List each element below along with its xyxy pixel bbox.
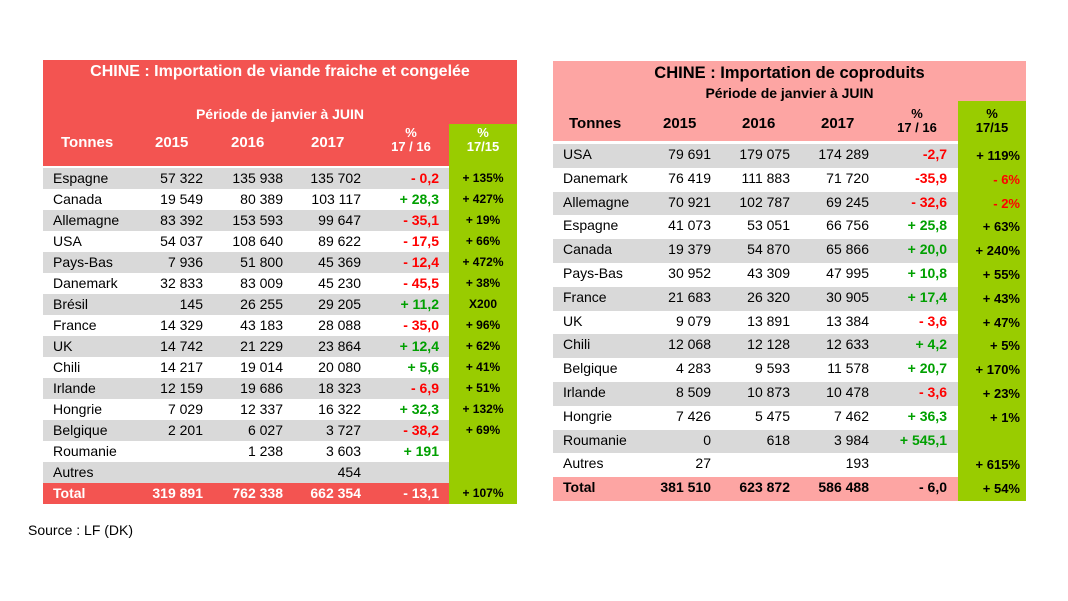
cell-country: Allemagne bbox=[563, 193, 630, 210]
cell-2015: 0 bbox=[703, 431, 711, 448]
cell-country: Autres bbox=[53, 464, 94, 480]
cell-2016: 111 883 bbox=[741, 169, 790, 186]
cell-2017: 135 702 bbox=[310, 170, 361, 186]
cell-2017: 3 603 bbox=[325, 443, 361, 459]
cell-2016: 623 872 bbox=[739, 479, 790, 496]
cell-pct-17-16: - 3,6 bbox=[918, 312, 947, 329]
cell-2017: 45 369 bbox=[318, 254, 361, 270]
cell-2015: 4 283 bbox=[675, 360, 711, 377]
table-body bbox=[43, 166, 517, 504]
cell-pct-17-16: + 32,3 bbox=[399, 401, 439, 417]
cell-pct-17-15: + 132% bbox=[462, 402, 504, 416]
col-pct-sub: 17/15 bbox=[466, 139, 500, 154]
cell-2015: 9 079 bbox=[675, 312, 711, 329]
cell-2017: 69 245 bbox=[826, 193, 869, 210]
cell-2015: 7 936 bbox=[167, 254, 203, 270]
cell-2016: 179 075 bbox=[739, 146, 790, 162]
cell-pct-17-15: + 62% bbox=[465, 339, 501, 353]
cell-2015: 19 549 bbox=[160, 191, 203, 207]
cell-2017: 18 323 bbox=[318, 380, 361, 396]
cell-2016: 21 229 bbox=[240, 338, 283, 354]
cell-2015: 145 bbox=[179, 296, 203, 312]
cell-2017: 193 bbox=[845, 455, 869, 472]
cell-2015: 76 419 bbox=[668, 169, 711, 186]
cell-2017: 20 080 bbox=[318, 359, 361, 375]
cell-country: Total bbox=[563, 479, 596, 496]
table-header bbox=[553, 61, 1026, 141]
cell-2016: 762 338 bbox=[232, 485, 283, 501]
table-row bbox=[553, 263, 958, 287]
cell-pct-17-16: + 28,3 bbox=[399, 191, 439, 207]
cell-2017: 45 230 bbox=[318, 275, 361, 291]
cell-country: France bbox=[53, 317, 97, 333]
table-row bbox=[43, 210, 449, 231]
table-row bbox=[43, 336, 449, 357]
cell-pct-17-15: + 43% bbox=[982, 290, 1020, 306]
table-row bbox=[553, 334, 958, 358]
cell-pct-17-15: + 47% bbox=[982, 314, 1020, 330]
total-row bbox=[43, 483, 449, 504]
cell-pct-17-16: + 12,4 bbox=[399, 338, 439, 354]
table-row bbox=[553, 168, 958, 192]
cell-2017: 28 088 bbox=[318, 317, 361, 333]
cell-country: Brésil bbox=[53, 296, 89, 312]
cell-country: Chili bbox=[563, 336, 591, 353]
cell-2015: 70 921 bbox=[668, 193, 711, 210]
cell-2017: 29 205 bbox=[318, 296, 361, 312]
table-row bbox=[43, 441, 449, 462]
cell-pct-17-16: - 45,5 bbox=[403, 275, 439, 291]
table-period: Période de janvier à JUIN bbox=[195, 106, 365, 122]
cell-pct-17-16: + 20,0 bbox=[907, 241, 947, 258]
table-row bbox=[553, 382, 958, 406]
cell-2016: 10 873 bbox=[747, 384, 790, 400]
cell-2016: 26 320 bbox=[747, 288, 790, 305]
cell-pct-17-15: + 472% bbox=[462, 255, 504, 269]
cell-country: Canada bbox=[563, 241, 613, 258]
cell-pct-17-16: + 10,8 bbox=[907, 265, 947, 281]
cell-2016: 43 309 bbox=[747, 265, 790, 281]
col-pct-label: % bbox=[911, 106, 923, 121]
col-pct-label: % bbox=[986, 106, 998, 121]
cell-2016: 9 593 bbox=[754, 360, 790, 377]
table-row bbox=[553, 453, 958, 477]
col-pct-17-15 bbox=[449, 126, 517, 154]
cell-2017: 662 354 bbox=[310, 485, 361, 501]
cell-country: Belgique bbox=[53, 422, 108, 438]
col-pct-17-15 bbox=[958, 107, 1026, 135]
cell-pct-17-16: - 12,4 bbox=[403, 254, 439, 270]
table-row bbox=[553, 430, 958, 454]
cell-country: Canada bbox=[53, 191, 103, 207]
cell-2016: 19 686 bbox=[240, 380, 283, 396]
table-row bbox=[43, 399, 449, 420]
cell-2015: 30 952 bbox=[668, 265, 711, 281]
cell-2015: 8 509 bbox=[675, 384, 711, 400]
cell-2016: 19 014 bbox=[240, 359, 283, 375]
col-2017: 2017 bbox=[311, 134, 345, 151]
cell-2015: 83 392 bbox=[160, 212, 203, 228]
table-row bbox=[553, 215, 958, 239]
cell-2017: 103 117 bbox=[311, 191, 361, 207]
cell-pct-17-16: + 36,3 bbox=[907, 407, 947, 424]
cell-country: Danemark bbox=[563, 169, 628, 186]
cell-2015: 7 426 bbox=[675, 407, 711, 424]
cell-2017: 3 984 bbox=[833, 431, 869, 448]
col-2016: 2016 bbox=[231, 134, 265, 151]
cell-2016: 12 337 bbox=[240, 401, 283, 417]
cell-pct-17-15: + 135% bbox=[462, 171, 504, 185]
cell-pct-17-16: + 11,2 bbox=[400, 296, 439, 312]
table-row bbox=[43, 294, 449, 315]
cell-country: Irlande bbox=[563, 384, 606, 400]
col-2016: 2016 bbox=[742, 115, 776, 132]
cell-2016: 43 183 bbox=[240, 317, 283, 333]
cell-pct-17-15: + 170% bbox=[975, 362, 1020, 378]
cell-2017: 71 720 bbox=[826, 169, 869, 186]
table-row bbox=[553, 192, 958, 216]
cell-2015: 381 510 bbox=[660, 479, 711, 496]
cell-pct-17-15: + 5% bbox=[990, 338, 1020, 354]
cell-pct-17-16: + 25,8 bbox=[907, 217, 947, 234]
cell-2015: 319 891 bbox=[152, 485, 203, 501]
col-pct-sub: 17/15 bbox=[975, 120, 1009, 135]
table-row bbox=[43, 357, 449, 378]
col-unit: Tonnes bbox=[569, 115, 622, 132]
cell-2017: 65 866 bbox=[826, 241, 869, 258]
cell-country: Roumanie bbox=[563, 431, 627, 448]
cell-2017: 66 756 bbox=[826, 217, 869, 234]
cell-2015: 21 683 bbox=[668, 288, 711, 305]
cell-2015: 27 bbox=[695, 455, 711, 472]
cell-country: Espagne bbox=[563, 217, 619, 234]
cell-2016: 83 009 bbox=[240, 275, 283, 291]
col-2015: 2015 bbox=[155, 134, 189, 151]
cell-2017: 47 995 bbox=[826, 265, 869, 281]
col-pct-sub: 17 / 16 bbox=[897, 120, 937, 135]
cell-country: Irlande bbox=[53, 380, 96, 396]
cell-pct-17-15: + 23% bbox=[982, 386, 1020, 401]
cell-country: Allemagne bbox=[53, 212, 120, 228]
cell-country: Autres bbox=[563, 455, 604, 472]
cell-2015: 14 329 bbox=[160, 317, 203, 333]
cell-2017: 586 488 bbox=[818, 479, 869, 496]
cell-2015: 14 217 bbox=[160, 359, 203, 375]
cell-2017: 12 633 bbox=[826, 336, 869, 353]
table-viande bbox=[43, 60, 517, 504]
cell-pct-17-16: - 6,0 bbox=[918, 479, 947, 496]
cell-2016: 618 bbox=[766, 431, 790, 448]
table-period: Période de janvier à JUIN bbox=[705, 85, 874, 101]
cell-2017: 23 864 bbox=[318, 338, 361, 354]
cell-pct-17-15: + 63% bbox=[982, 219, 1020, 235]
col-pct-label: % bbox=[477, 125, 489, 140]
cell-pct-17-16: - 35,0 bbox=[403, 317, 439, 333]
table-row bbox=[553, 239, 958, 263]
cell-2015: 14 742 bbox=[160, 338, 203, 354]
cell-pct-17-16: + 17,4 bbox=[907, 288, 947, 305]
cell-2016: 54 870 bbox=[747, 241, 790, 258]
cell-2016: 135 938 bbox=[232, 170, 283, 186]
cell-pct-17-15: + 66% bbox=[465, 234, 501, 248]
cell-pct-17-16: - 17,5 bbox=[403, 233, 439, 249]
cell-pct-17-16: + 191 bbox=[403, 443, 439, 459]
cell-pct-17-15: - 2% bbox=[993, 195, 1020, 211]
cell-2015: 2 201 bbox=[167, 422, 203, 438]
table-body bbox=[553, 141, 1026, 501]
cell-2017: 7 462 bbox=[833, 407, 869, 424]
cell-pct-17-16: - 35,1 bbox=[403, 212, 439, 228]
table-row bbox=[553, 144, 958, 168]
cell-2016: 12 128 bbox=[747, 336, 790, 353]
table-row bbox=[43, 420, 449, 441]
cell-pct-17-16: + 545,1 bbox=[899, 431, 947, 448]
cell-pct-17-15: + 38% bbox=[465, 276, 501, 290]
col-unit: Tonnes bbox=[61, 134, 114, 151]
table-row bbox=[553, 287, 958, 311]
cell-country: Pays-Bas bbox=[53, 254, 113, 270]
cell-pct-17-16: - 0,2 bbox=[410, 170, 439, 186]
cell-country: Roumanie bbox=[53, 443, 117, 459]
cell-pct-17-15: + 54% bbox=[982, 481, 1020, 497]
cell-2016: 80 389 bbox=[240, 191, 283, 207]
cell-2017: 454 bbox=[337, 464, 361, 480]
table-row bbox=[43, 378, 449, 399]
cell-2015: 7 029 bbox=[167, 401, 203, 417]
table-row bbox=[553, 311, 958, 335]
cell-country: Chili bbox=[53, 359, 81, 375]
cell-2015: 32 833 bbox=[160, 275, 203, 291]
cell-country: USA bbox=[53, 233, 82, 249]
cell-pct-17-16: + 20,7 bbox=[907, 360, 947, 377]
cell-2016: 102 787 bbox=[739, 193, 790, 210]
cell-2016: 108 640 bbox=[232, 233, 283, 249]
table-row bbox=[43, 231, 449, 252]
cell-2017: 99 647 bbox=[318, 212, 361, 228]
cell-2016: 1 238 bbox=[247, 443, 283, 459]
cell-pct-17-16: - 6,9 bbox=[410, 380, 439, 396]
cell-2016: 6 027 bbox=[247, 422, 283, 438]
table-coproduits bbox=[553, 61, 1026, 501]
cell-2017: 13 384 bbox=[826, 312, 869, 329]
cell-country: Pays-Bas bbox=[563, 265, 623, 281]
cell-2017: 11 578 bbox=[827, 360, 869, 377]
cell-pct-17-15: + 119% bbox=[976, 148, 1020, 163]
cell-country: Hongrie bbox=[563, 407, 613, 424]
col-pct-17-16 bbox=[887, 107, 947, 135]
table-title: CHINE : Importation de coproduits bbox=[654, 64, 925, 82]
cell-country: Total bbox=[53, 485, 86, 501]
cell-2016: 13 891 bbox=[747, 312, 790, 329]
cell-country: Danemark bbox=[53, 275, 118, 291]
table-header bbox=[43, 60, 517, 166]
cell-country: Hongrie bbox=[53, 401, 103, 417]
cell-pct-17-16: - 38,2 bbox=[403, 422, 439, 438]
table-row bbox=[43, 315, 449, 336]
cell-pct-17-16: + 5,6 bbox=[407, 359, 439, 375]
cell-2016: 51 800 bbox=[240, 254, 283, 270]
col-2015: 2015 bbox=[663, 115, 697, 132]
cell-pct-17-16: - 13,1 bbox=[403, 485, 439, 501]
table-row bbox=[43, 252, 449, 273]
cell-country: Espagne bbox=[53, 170, 109, 186]
cell-pct-17-15: + 1% bbox=[990, 409, 1020, 425]
source-note: Source : LF (DK) bbox=[28, 522, 134, 538]
cell-2015: 57 322 bbox=[160, 170, 203, 186]
cell-2015: 12 159 bbox=[160, 380, 203, 396]
cell-pct-17-15: + 19% bbox=[465, 213, 501, 227]
cell-2015: 12 068 bbox=[668, 336, 711, 353]
table-row bbox=[553, 406, 958, 430]
cell-pct-17-15: + 107% bbox=[462, 486, 504, 500]
cell-2015: 19 379 bbox=[668, 241, 711, 258]
cell-country: UK bbox=[53, 338, 73, 354]
cell-pct-17-15: + 69% bbox=[465, 423, 501, 437]
cell-2016: 53 051 bbox=[747, 217, 790, 234]
cell-country: UK bbox=[563, 312, 583, 329]
cell-country: Belgique bbox=[563, 360, 618, 377]
cell-2015: 41 073 bbox=[668, 217, 711, 234]
cell-2017: 3 727 bbox=[325, 422, 361, 438]
cell-pct-17-16: - 32,6 bbox=[911, 193, 947, 210]
table-row bbox=[43, 462, 449, 483]
cell-country: USA bbox=[563, 146, 592, 162]
cell-2016: 5 475 bbox=[754, 407, 790, 424]
cell-2016: 26 255 bbox=[240, 296, 283, 312]
table-row bbox=[43, 168, 449, 189]
cell-pct-17-15: + 96% bbox=[465, 318, 501, 332]
cell-pct-17-15: X200 bbox=[468, 297, 498, 311]
cell-2017: 89 622 bbox=[318, 233, 361, 249]
cell-pct-17-15: + 41% bbox=[465, 360, 501, 374]
cell-2015: 54 037 bbox=[160, 233, 203, 249]
cell-2015: 79 691 bbox=[668, 146, 711, 162]
cell-pct-17-16: -35,9 bbox=[915, 169, 947, 186]
cell-pct-17-15: + 615% bbox=[975, 457, 1020, 473]
cell-2017: 16 322 bbox=[318, 401, 361, 417]
cell-pct-17-15: + 55% bbox=[982, 267, 1020, 282]
table-row bbox=[43, 273, 449, 294]
table-row bbox=[43, 189, 449, 210]
col-2017: 2017 bbox=[821, 115, 855, 132]
table-title: CHINE : Importation de viande fraiche et congelée bbox=[90, 63, 470, 80]
cell-pct-17-15: + 240% bbox=[975, 243, 1020, 259]
cell-2017: 10 478 bbox=[826, 384, 869, 400]
cell-pct-17-16: + 4,2 bbox=[915, 336, 947, 353]
col-pct-label: % bbox=[405, 125, 417, 140]
cell-pct-17-16: -2,7 bbox=[922, 146, 947, 162]
cell-2017: 30 905 bbox=[826, 288, 869, 305]
cell-pct-17-15: + 51% bbox=[465, 381, 501, 395]
cell-pct-17-15: - 6% bbox=[993, 171, 1020, 187]
col-pct-17-16 bbox=[381, 126, 441, 154]
col-pct-sub: 17 / 16 bbox=[391, 139, 431, 154]
cell-pct-17-16: - 3,6 bbox=[918, 384, 947, 400]
table-row bbox=[553, 358, 958, 382]
cell-country: France bbox=[563, 288, 607, 305]
cell-2016: 153 593 bbox=[232, 212, 283, 228]
total-row bbox=[553, 477, 958, 501]
cell-pct-17-15: + 427% bbox=[462, 192, 504, 206]
cell-2017: 174 289 bbox=[818, 146, 869, 162]
